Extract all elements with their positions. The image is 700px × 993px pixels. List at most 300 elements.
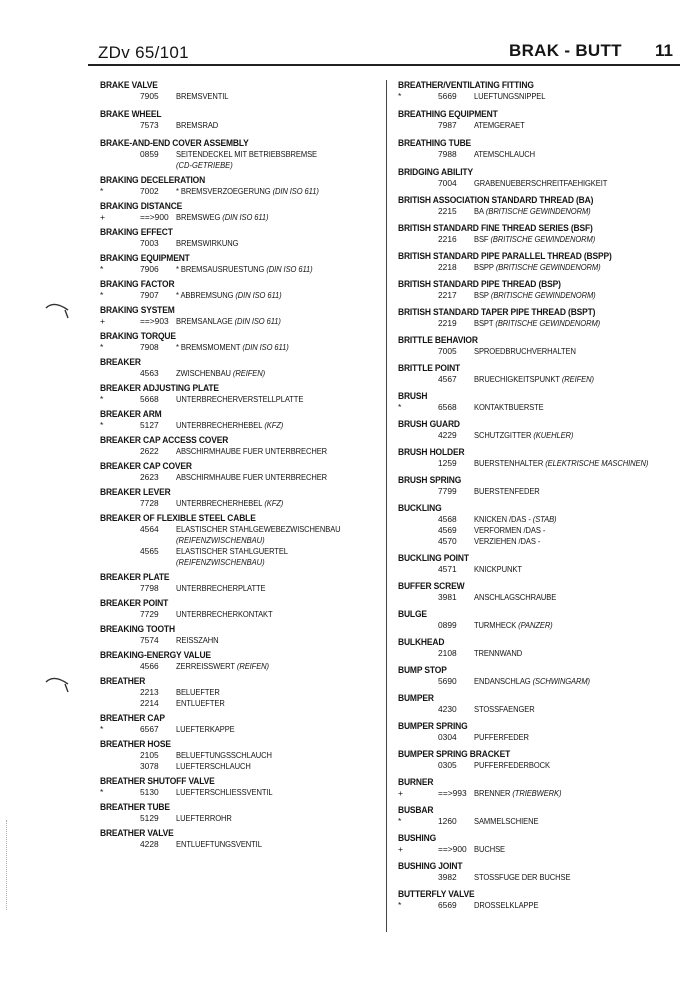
german-term: VERFORMEN /DAS - — [474, 525, 546, 535]
german-term: BRENNER (TRIEBWERK) — [474, 788, 562, 798]
german-term: VERZIEHEN /DAS - — [474, 536, 541, 546]
entry-number: ==>900 — [140, 212, 169, 222]
german-term: UNTERBRECHERPLATTE — [176, 583, 266, 593]
status-marker: * — [100, 290, 104, 300]
entry-term: BREAKER — [100, 357, 141, 367]
entry-number: 7728 — [140, 498, 159, 508]
translation-row — [398, 149, 688, 160]
glossary-entry — [398, 223, 688, 245]
entry-term: BUMPER SPRING — [398, 721, 468, 731]
translation-row — [398, 430, 688, 441]
status-marker: * — [398, 402, 402, 412]
column-divider — [386, 80, 387, 932]
entry-number: 4563 — [140, 368, 159, 378]
punch-mark-icon — [44, 300, 70, 320]
entry-number: 7908 — [140, 342, 159, 352]
entry-term: BUMP STOP — [398, 665, 447, 675]
translation-row — [100, 368, 380, 379]
entry-term: BRITISH STANDARD PIPE PARALLEL THREAD (BSPP) — [398, 251, 612, 261]
translation-row — [398, 120, 688, 131]
entry-number: 6569 — [438, 900, 457, 910]
translation-row — [398, 900, 688, 911]
entry-number: 4564 — [140, 524, 159, 534]
status-marker: + — [398, 788, 404, 798]
entry-term: BUSBAR — [398, 805, 434, 815]
german-term: ENTLUEFTER — [176, 698, 225, 708]
entry-number: 5130 — [140, 787, 159, 797]
glossary-entry — [100, 513, 380, 568]
entry-number: 4571 — [438, 564, 457, 574]
glossary-entry — [100, 676, 380, 709]
entry-number: 3981 — [438, 592, 457, 602]
translation-row — [100, 238, 380, 249]
document-id: ZDv 65/101 — [98, 43, 189, 62]
glossary-entry — [398, 581, 688, 603]
status-marker: * — [398, 91, 402, 101]
entry-number: 7002 — [140, 186, 159, 196]
entry-number: 7798 — [140, 583, 159, 593]
glossary-entry — [398, 80, 688, 102]
translation-row — [100, 813, 380, 824]
german-term: ZWISCHENBAU (REIFEN) — [176, 368, 266, 378]
translation-row — [398, 816, 688, 827]
right-column — [398, 80, 688, 911]
german-term: KONTAKTBUERSTE — [474, 402, 544, 412]
status-marker: * — [100, 787, 104, 797]
status-marker: * — [100, 342, 104, 352]
german-term: BUERSTENHALTER (ELEKTRISCHE MASCHINEN) — [474, 458, 649, 468]
translation-row — [398, 234, 688, 245]
german-term: LUEFTERSCHLAUCH — [176, 761, 251, 771]
glossary-entry — [398, 749, 688, 771]
german-term: BUERSTENFEDER — [474, 486, 540, 496]
glossary-entry — [100, 279, 380, 301]
entry-number: ==>993 — [438, 788, 467, 798]
glossary-entry — [398, 279, 688, 301]
german-term: ANSCHLAGSCHRAUBE — [474, 592, 557, 602]
entry-term: BREATHER SHUTOFF VALVE — [100, 776, 215, 786]
german-term: ATEMGERAET — [474, 120, 525, 130]
entry-number: 7799 — [438, 486, 457, 496]
german-term: ELASTISCHER STAHLGUERTEL — [176, 546, 288, 556]
status-marker: * — [100, 186, 104, 196]
entry-term: BREATHER HOSE — [100, 739, 171, 749]
entry-term: BRUSH GUARD — [398, 419, 460, 429]
entry-number: 2213 — [140, 687, 159, 697]
entry-term: BRIDGING ABILITY — [398, 167, 473, 177]
glossary-entry — [398, 363, 688, 385]
entry-number: 0304 — [438, 732, 457, 742]
translation-row — [100, 546, 380, 557]
translation-row — [398, 402, 688, 413]
german-term: LUEFTERSCHLIESSVENTIL — [176, 787, 273, 797]
translation-row — [100, 91, 380, 102]
entry-term: BUTTERFLY VALVE — [398, 889, 475, 899]
german-term: UNTERBRECHERVERSTELLPLATTE — [176, 394, 304, 404]
entry-term: BREATHER VALVE — [100, 828, 174, 838]
page-number: 11 — [655, 41, 673, 60]
translation-row — [100, 149, 380, 160]
entry-number: 6567 — [140, 724, 159, 734]
translation-row — [100, 498, 380, 509]
translation-row — [398, 732, 688, 743]
glossary-entry — [100, 383, 380, 405]
entry-number: 7573 — [140, 120, 159, 130]
glossary-entry — [398, 138, 688, 160]
glossary-entry — [398, 167, 688, 189]
entry-term: BREATHER CAP — [100, 713, 165, 723]
german-term: SAMMELSCHIENE — [474, 816, 539, 826]
entry-number: 4570 — [438, 536, 457, 546]
translation-row — [398, 262, 688, 273]
german-term: PUFFERFEDERBOCK — [474, 760, 550, 770]
glossary-entry — [398, 475, 688, 497]
entry-number: 7907 — [140, 290, 159, 300]
translation-row — [398, 760, 688, 771]
glossary-entry — [100, 802, 380, 824]
glossary-entry — [398, 637, 688, 659]
german-term: LUEFTUNGSNIPPEL — [474, 91, 546, 101]
entry-number: 2105 — [140, 750, 159, 760]
german-term: BREMSANLAGE (DIN ISO 611) — [176, 316, 281, 326]
entry-term: BRUSH HOLDER — [398, 447, 465, 457]
translation-row — [100, 186, 380, 197]
german-term: ELASTISCHER STAHLGEWEBEZWISCHENBAU — [176, 524, 341, 534]
glossary-entry — [398, 307, 688, 329]
entry-term: BREAKER ADJUSTING PLATE — [100, 383, 219, 393]
german-term: BSP (BRITISCHE GEWINDENORM) — [474, 290, 596, 300]
translation-row — [100, 316, 380, 327]
translation-row — [100, 420, 380, 431]
german-term: PUFFERFEDER — [474, 732, 529, 742]
glossary-entry — [100, 572, 380, 594]
entry-term: BRAKING SYSTEM — [100, 305, 175, 315]
glossary-entry — [398, 391, 688, 413]
glossary-entry — [100, 435, 380, 457]
entry-number: 4229 — [438, 430, 457, 440]
entry-term: BREATHER — [100, 676, 146, 686]
translation-row — [100, 698, 380, 709]
status-marker: + — [100, 316, 106, 326]
glossary-entry — [100, 227, 380, 249]
entry-number: 4568 — [438, 514, 457, 524]
entry-number: 4230 — [438, 704, 457, 714]
entry-number: 7004 — [438, 178, 457, 188]
entry-term: BREATHING EQUIPMENT — [398, 109, 498, 119]
glossary-entry — [398, 195, 688, 217]
german-term: ABSCHIRMHAUBE FUER UNTERBRECHER — [176, 446, 328, 456]
german-term: * BREMSMOMENT (DIN ISO 611) — [176, 342, 289, 352]
german-term: * BREMSVERZOEGERUNG (DIN ISO 611) — [176, 186, 319, 196]
glossary-entry — [100, 80, 380, 102]
page-range: BRAK - BUTT — [509, 41, 622, 60]
glossary-entry — [398, 419, 688, 441]
german-term: BREMSRAD — [176, 120, 219, 130]
translation-row — [100, 342, 380, 353]
german-term: BREMSVENTIL — [176, 91, 229, 101]
translation-row — [398, 374, 688, 385]
glossary-entry — [100, 776, 380, 798]
entry-term: BREATHER TUBE — [100, 802, 170, 812]
entry-number: 3982 — [438, 872, 457, 882]
glossary-entry — [100, 409, 380, 431]
entry-number: 2622 — [140, 446, 159, 456]
glossary-entry — [398, 503, 688, 547]
entry-number: 2218 — [438, 262, 457, 272]
entry-term: BUFFER SCREW — [398, 581, 465, 591]
entry-number: 5668 — [140, 394, 159, 404]
entry-number: 2216 — [438, 234, 457, 244]
german-term: BUCHSE — [474, 844, 505, 854]
translation-row — [398, 704, 688, 715]
german-term: SPROEDBRUCHVERHALTEN — [474, 346, 576, 356]
entry-number: 0859 — [140, 149, 159, 159]
translation-row — [398, 620, 688, 631]
translation-row — [398, 178, 688, 189]
translation-row — [100, 264, 380, 275]
german-term: SEITENDECKEL MIT BETRIEBSBREMSE — [176, 149, 318, 159]
entry-number: 7729 — [140, 609, 159, 619]
entry-number: 5690 — [438, 676, 457, 686]
entry-number: 2214 — [140, 698, 159, 708]
entry-term: BRAKING FACTOR — [100, 279, 175, 289]
entry-number: 2217 — [438, 290, 457, 300]
qualifier-row — [100, 557, 380, 568]
entry-term: BRAKING DISTANCE — [100, 201, 183, 211]
german-term: KNICKEN /DAS - (STAB) — [474, 514, 557, 524]
entry-number: ==>900 — [438, 844, 467, 854]
entry-number: 2623 — [140, 472, 159, 482]
entry-number: 7988 — [438, 149, 457, 159]
german-term: BREMSWIRKUNG — [176, 238, 239, 248]
qualifier: (REIFENZWISCHENBAU) — [176, 535, 265, 545]
german-term: ENTLUEFTUNGSVENTIL — [176, 839, 262, 849]
entry-number: 7574 — [140, 635, 159, 645]
entry-term: BRITTLE POINT — [398, 363, 461, 373]
status-marker: * — [100, 394, 104, 404]
translation-row — [100, 635, 380, 646]
entry-term: BULKHEAD — [398, 637, 445, 647]
german-term: * ABBREMSUNG (DIN ISO 611) — [176, 290, 282, 300]
glossary-entry — [398, 251, 688, 273]
glossary-entry — [398, 447, 688, 469]
entry-term: BRITISH STANDARD FINE THREAD SERIES (BSF) — [398, 223, 593, 233]
entry-term: BREAKER PLATE — [100, 572, 170, 582]
german-term: BRUECHIGKEITSPUNKT (REIFEN) — [474, 374, 594, 384]
glossary-entry — [398, 805, 688, 827]
translation-row — [100, 724, 380, 735]
entry-number: 7905 — [140, 91, 159, 101]
entry-number: 7987 — [438, 120, 457, 130]
entry-term: BUCKLING POINT — [398, 553, 469, 563]
glossary-entry — [398, 833, 688, 855]
glossary-entry — [100, 461, 380, 483]
translation-row — [398, 458, 688, 469]
entry-term: BRITISH ASSOCIATION STANDARD THREAD (BA) — [398, 195, 594, 205]
translation-row — [398, 536, 688, 547]
glossary-entry — [100, 357, 380, 379]
entry-term: BRAKING EQUIPMENT — [100, 253, 190, 263]
glossary-entry — [100, 109, 380, 131]
german-term: ENDANSCHLAG (SCHWINGARM) — [474, 676, 590, 686]
german-term: * BREMSAUSRUESTUNG (DIN ISO 611) — [176, 264, 313, 274]
translation-row — [100, 212, 380, 223]
translation-row — [398, 525, 688, 536]
german-term: STOSSFAENGER — [474, 704, 535, 714]
glossary-entry — [398, 889, 688, 911]
german-term: LUEFTERROHR — [176, 813, 232, 823]
translation-row — [100, 472, 380, 483]
german-term: DROSSELKLAPPE — [474, 900, 539, 910]
status-marker: * — [398, 900, 402, 910]
glossary-entry — [398, 553, 688, 575]
left-column — [100, 80, 380, 850]
entry-term: BURNER — [398, 777, 434, 787]
translation-row — [100, 290, 380, 301]
entry-term: BREAKER CAP COVER — [100, 461, 192, 471]
margin-dots — [6, 820, 9, 910]
german-term: UNTERBRECHERKONTAKT — [176, 609, 273, 619]
entry-term: BREAKING-ENERGY VALUE — [100, 650, 211, 660]
punch-mark-icon — [44, 674, 70, 694]
translation-row — [398, 486, 688, 497]
entry-term: BRAKE VALVE — [100, 80, 158, 90]
entry-number: 4567 — [438, 374, 457, 384]
entry-number: 1260 — [438, 816, 457, 826]
german-term: STOSSFUGE DER BUCHSE — [474, 872, 571, 882]
entry-term: BULGE — [398, 609, 427, 619]
entry-term: BREAKER LEVER — [100, 487, 171, 497]
german-term: BELUEFTER — [176, 687, 220, 697]
entry-term: BUSHING — [398, 833, 437, 843]
entry-number: 2108 — [438, 648, 457, 658]
glossary-entry — [100, 175, 380, 197]
entry-number: 4228 — [140, 839, 159, 849]
glossary-entry — [398, 721, 688, 743]
entry-term: BRAKING TORQUE — [100, 331, 176, 341]
entry-term: BRUSH SPRING — [398, 475, 462, 485]
glossary-entry — [100, 598, 380, 620]
german-term: REISSZAHN — [176, 635, 219, 645]
status-marker: * — [398, 816, 402, 826]
qualifier: (CD-GETRIEBE) — [176, 160, 233, 170]
entry-term: BREAKER POINT — [100, 598, 169, 608]
german-term: LUEFTERKAPPE — [176, 724, 235, 734]
entry-number: 5129 — [140, 813, 159, 823]
german-term: KNICKPUNKT — [474, 564, 522, 574]
entry-term: BRITISH STANDARD PIPE THREAD (BSP) — [398, 279, 561, 289]
glossary-entry — [100, 138, 380, 171]
translation-row — [100, 761, 380, 772]
entry-term: BRAKE WHEEL — [100, 109, 162, 119]
translation-row — [100, 394, 380, 405]
translation-row — [398, 676, 688, 687]
translation-row — [100, 687, 380, 698]
translation-row — [100, 524, 380, 535]
translation-row — [398, 346, 688, 357]
translation-row — [398, 206, 688, 217]
status-marker: * — [100, 724, 104, 734]
qualifier: (REIFENZWISCHENBAU) — [176, 557, 265, 567]
entry-number: 0899 — [438, 620, 457, 630]
entry-term: BUMPER — [398, 693, 434, 703]
german-term: ABSCHIRMHAUBE FUER UNTERBRECHER — [176, 472, 328, 482]
entry-term: BREATHING TUBE — [398, 138, 472, 148]
entry-term: BRITISH STANDARD TAPER PIPE THREAD (BSPT) — [398, 307, 596, 317]
translation-row — [100, 839, 380, 850]
translation-row — [398, 592, 688, 603]
entry-number: 2219 — [438, 318, 457, 328]
translation-row — [398, 872, 688, 883]
entry-term: BRUSH — [398, 391, 428, 401]
translation-row — [100, 120, 380, 131]
header-rule — [88, 64, 680, 66]
translation-row — [398, 318, 688, 329]
glossary-entry — [100, 713, 380, 735]
entry-number: 4569 — [438, 525, 457, 535]
status-marker: + — [100, 212, 106, 222]
entry-number: 6568 — [438, 402, 457, 412]
qualifier-row — [100, 160, 380, 171]
german-term: TRENNWAND — [474, 648, 523, 658]
glossary-entry — [398, 665, 688, 687]
status-marker: * — [100, 420, 104, 430]
translation-row — [100, 787, 380, 798]
translation-row — [100, 661, 380, 672]
entry-number: 2215 — [438, 206, 457, 216]
entry-number: 7906 — [140, 264, 159, 274]
german-term: BSPP (BRITISCHE GEWINDENORM) — [474, 262, 601, 272]
entry-number: 4566 — [140, 661, 159, 671]
entry-number: 3078 — [140, 761, 159, 771]
glossary-entry — [398, 777, 688, 799]
translation-row — [398, 514, 688, 525]
german-term: BELUEFTUNGSSCHLAUCH — [176, 750, 272, 760]
glossary-entry — [100, 828, 380, 850]
entry-term: BRAKING DECELERATION — [100, 175, 206, 185]
translation-row — [398, 564, 688, 575]
entry-term: BREAKER ARM — [100, 409, 162, 419]
german-term: BA (BRITISCHE GEWINDENORM) — [474, 206, 591, 216]
status-marker: * — [100, 264, 104, 274]
entry-number: 1259 — [438, 458, 457, 468]
translation-row — [100, 750, 380, 761]
translation-row — [398, 788, 688, 799]
entry-term: BREAKER CAP ACCESS COVER — [100, 435, 229, 445]
entry-term: BREAKER OF FLEXIBLE STEEL CABLE — [100, 513, 256, 523]
entry-term: BRAKE-AND-END COVER ASSEMBLY — [100, 138, 249, 148]
glossary-entry — [100, 487, 380, 509]
entry-term: BRAKING EFFECT — [100, 227, 173, 237]
translation-row — [398, 648, 688, 659]
status-marker: + — [398, 844, 404, 854]
glossary-entry — [398, 693, 688, 715]
glossary-entry — [398, 609, 688, 631]
entry-number: 5669 — [438, 91, 457, 101]
translation-row — [100, 583, 380, 594]
german-term: UNTERBRECHERHEBEL (KFZ) — [176, 420, 284, 430]
glossary-entry — [100, 739, 380, 772]
glossary-entry — [100, 624, 380, 646]
german-term: BSPT (BRITISCHE GEWINDENORM) — [474, 318, 601, 328]
entry-number: 4565 — [140, 546, 159, 556]
entry-number: 5127 — [140, 420, 159, 430]
glossary-entry — [398, 109, 688, 131]
entry-number: 7003 — [140, 238, 159, 248]
entry-term: BREATHER/VENTILATING FITTING — [398, 80, 534, 90]
glossary-entry — [100, 650, 380, 672]
translation-row — [398, 91, 688, 102]
